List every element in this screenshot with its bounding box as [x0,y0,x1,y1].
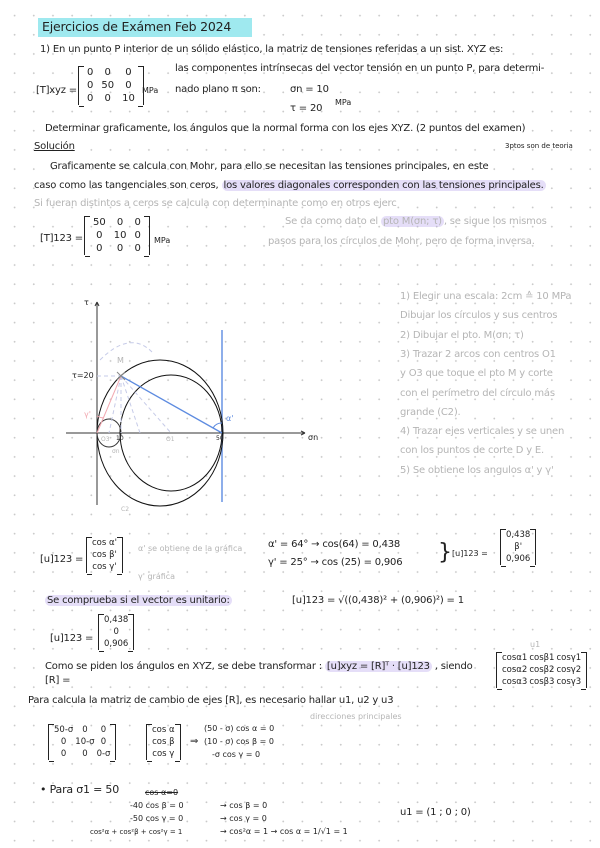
gamma-label: γ' [84,410,91,419]
system-matrix [48,724,116,760]
matrix-cell: cosγ2 [556,665,582,675]
matrix-cell: β' [514,542,523,552]
note-line2: pasos para los círculos de Mohr, pero de forma inversa. [268,236,535,247]
o3-label: O3 [101,436,110,443]
matrix-cell: 50 [93,217,106,228]
matrix-cell: 50-σ [54,725,74,735]
r-matrix [496,652,587,688]
matrix-cell: cosγ1 [556,653,582,663]
principal-note: direcciones principales [310,712,402,721]
note1c: , se sigue los mismos [443,216,547,227]
matrix-cell: cos α' [92,538,117,548]
sigma-n-value: σn = 10 [290,84,329,95]
matrix-cell: 0 [104,93,111,104]
solution-p2a: caso como las tangenciales son ceros, [34,180,222,191]
matrix-cell: 10 [122,93,135,104]
matrix-cell: 0 [87,93,94,104]
matrix-cell: 0 [134,230,141,241]
sigma-n-mark: σn [112,448,120,455]
matrix-cell: 0 [125,67,132,78]
u123-label-2: [u]123 = [452,549,488,558]
mohr-step: con los puntos de corte D y E. [400,445,545,457]
mohr-step: Dibujar los círculos y sus centros [400,310,558,322]
transform-line1a: Como se piden los ángulos en XYZ, se debe transformar : [45,661,325,672]
matrix-cell: 0 [60,737,67,747]
task-note: 3ptos son de teoria [505,142,573,150]
matrix-cell: 0,438 [506,530,531,540]
matrix-cell: 0 [82,749,88,759]
matrix-cell: 0 [113,627,119,637]
matrix-cell: 0 [116,217,124,228]
axis-arrows [95,302,305,435]
case1-eq3: cos²α + cos²β + cos²γ = 1 [90,828,183,836]
matrix-cell: cosα3 [502,677,528,687]
system-equation: (10 - σ) cos β = 0 [204,737,274,746]
brace: } [438,540,452,565]
mohr-step: grande (C2). [400,406,461,418]
matrix-cell: cos γ [152,749,175,759]
point-m-label: M [117,356,124,365]
struck-equation: cos α=0 [145,788,179,797]
tick-50: 50 [216,435,224,442]
matrix-cell: cos β [152,737,175,747]
implies-arrow: ⇒ [190,736,199,747]
alpha-equation: α' = 64° → cos(64) = 0,438 [268,539,401,550]
matrix-cell: cosβ3 [529,677,555,687]
note1b: pto M(σn; τ) [383,216,442,227]
u123-final-vector [98,614,134,650]
matrix-cell: 0 [125,80,132,91]
page-title: Ejercicios de Exámen Feb 2024 [42,19,232,34]
mohr-step: y O3 que toque el pto M y corte [400,368,553,380]
matrix-cell: 0 [96,230,103,241]
matrix-cell: 0 [82,725,88,735]
matrix-cell: cosα2 [502,665,528,675]
case1-eq1: -40 cos β = 0 [130,801,184,810]
matrix-cell: 0 [100,737,107,747]
matrix-cell: cos α [152,725,175,735]
matrix-cell: 0 [60,749,67,759]
mohr-step: 2) Dibujar el pto. M(σn; τ) [400,329,524,341]
u1-note: u1 [530,640,541,649]
mohr-step: 5) Se obtiene los angulos α' y γ' [400,464,554,476]
gamma-equation: γ' = 25° → cos (25) = 0,906 [268,557,403,568]
case1-result1: → cos β = 0 [220,801,268,810]
u123-label: [u]123 = [40,554,84,565]
case1-result2: → cos γ = 0 [220,814,267,823]
transform-line1c: , siendo [R] = [45,661,473,686]
system-equation: -σ cos γ = 0 [212,750,261,759]
case1-label: • Para σ1 = 50 [40,783,120,796]
check-equation: [u]123 = √((0,438)² + (0,906)²) = 1 [292,595,464,606]
matrix-cell: cosβ2 [529,665,555,675]
u1-result: u1 = (1 ; 0 ; 0) [400,807,471,818]
matrix-cell: 0,906 [104,639,129,649]
matrix-cell: cosγ3 [556,677,582,687]
matrix-cell: cosβ1 [529,653,555,663]
matrix-cell: 0 [134,243,141,254]
matrix-cell: 0,906 [506,554,531,564]
note-gamma: γ' gráfica [138,572,176,581]
note1a: Se da como dato el [285,216,381,227]
matrix-cell: 0 [104,67,111,78]
matrix-cell: 0 [134,217,141,228]
sigma-axis-label: σn [308,433,319,442]
o1-label: O1 [166,436,175,443]
tau-axis-label: τ [84,298,89,307]
matrix-cell: 0,438 [104,615,129,625]
u123-values [500,529,536,565]
matrix-cell: cos γ' [92,562,117,572]
system-vector [146,724,181,760]
matrix-cell: 0 [87,67,94,78]
matrix-cell: 10-σ [75,737,95,747]
note-alpha: α' se obtiene de la gráfica [138,544,243,553]
tick-10: 10 [116,435,124,442]
u123-final-label: [u]123 = [50,633,94,644]
tau-20-label: τ=20 [72,371,94,380]
unit-mpa: MPa [335,98,352,107]
matrix-cell: cos β' [92,550,117,560]
transform-formula: [u]xyz = [R]ᵀ · [u]123 [326,661,430,672]
matrix-cell: 0 [87,80,94,91]
mohr-step: 4) Trazar ejes verticales y se unen [400,426,565,438]
check-text-highlight: Se comprueba si el vector es unitario: [47,595,230,606]
t-xyz-label: [T]xyz = [36,85,77,96]
solution-p1: Graficamente se calcula con Mohr, para ello se necesitan las tensiones principales, en este [50,161,489,172]
matrix-cell: 0 [100,725,107,735]
problem-line3: nado plano π son: [175,84,261,95]
problem-line2: las componentes intrínsecas del vector tensión en un punto P, para determi- [175,63,545,74]
task-text: Determinar graficamente, los ángulos que la normal forma con los ejes XYZ. (2 puntos del examen) [45,123,526,134]
matrix-cell: cosα1 [502,653,528,663]
case1-eq2: -50 cos γ = 0 [130,814,184,823]
t123-unit: MPa [154,236,171,245]
mohr-step: 3) Trazar 2 arcos con centros O1 [400,348,556,360]
problem-statement: 1) En un punto P interior de un sólido elástico, la matriz de tensiones referidas a un sist. XYZ es: [40,44,504,55]
alpha-label: α' [226,414,234,423]
matrix-cell: 0 [96,243,103,254]
pink-line-m [97,376,121,433]
solution-heading: Solución [34,141,75,152]
t-xyz-unit: MPa [142,86,159,95]
case1-result3: → cos²α = 1 → cos α = 1/√1 = 1 [220,827,348,836]
transform-line2: Para calcula la matriz de cambio de ejes [R], es necesario hallar u1, u2 y u3 [28,695,394,706]
system-equation: (50 - σ) cos α = 0 [204,724,275,733]
solution-p2b-highlight: los valores diagonales corresponden con las tensiones principales. [223,180,544,191]
solution-p3: Si fueran distintos a ceros se calcula con determinante como en otros ejerc [34,198,397,209]
matrix-cell: 10 [113,230,127,241]
transform-line1 [45,660,485,688]
alpha-arc [213,423,222,428]
matrix-cell: 0-σ [96,749,111,759]
matrix-cell: 50 [101,80,115,91]
check-text [45,594,232,608]
matrix-cell: 0 [116,243,124,254]
tau-value: τ = 20 [290,103,323,114]
t123-label: [T]123 = [40,233,83,244]
c2-label: C2 [121,506,130,513]
mohr-step: con el perímetro del círculo más [400,387,555,399]
mohr-step: 1) Elegir una escala: 2cm ≙ 10 MPa [400,291,572,302]
u123-cos-vector [86,537,123,573]
